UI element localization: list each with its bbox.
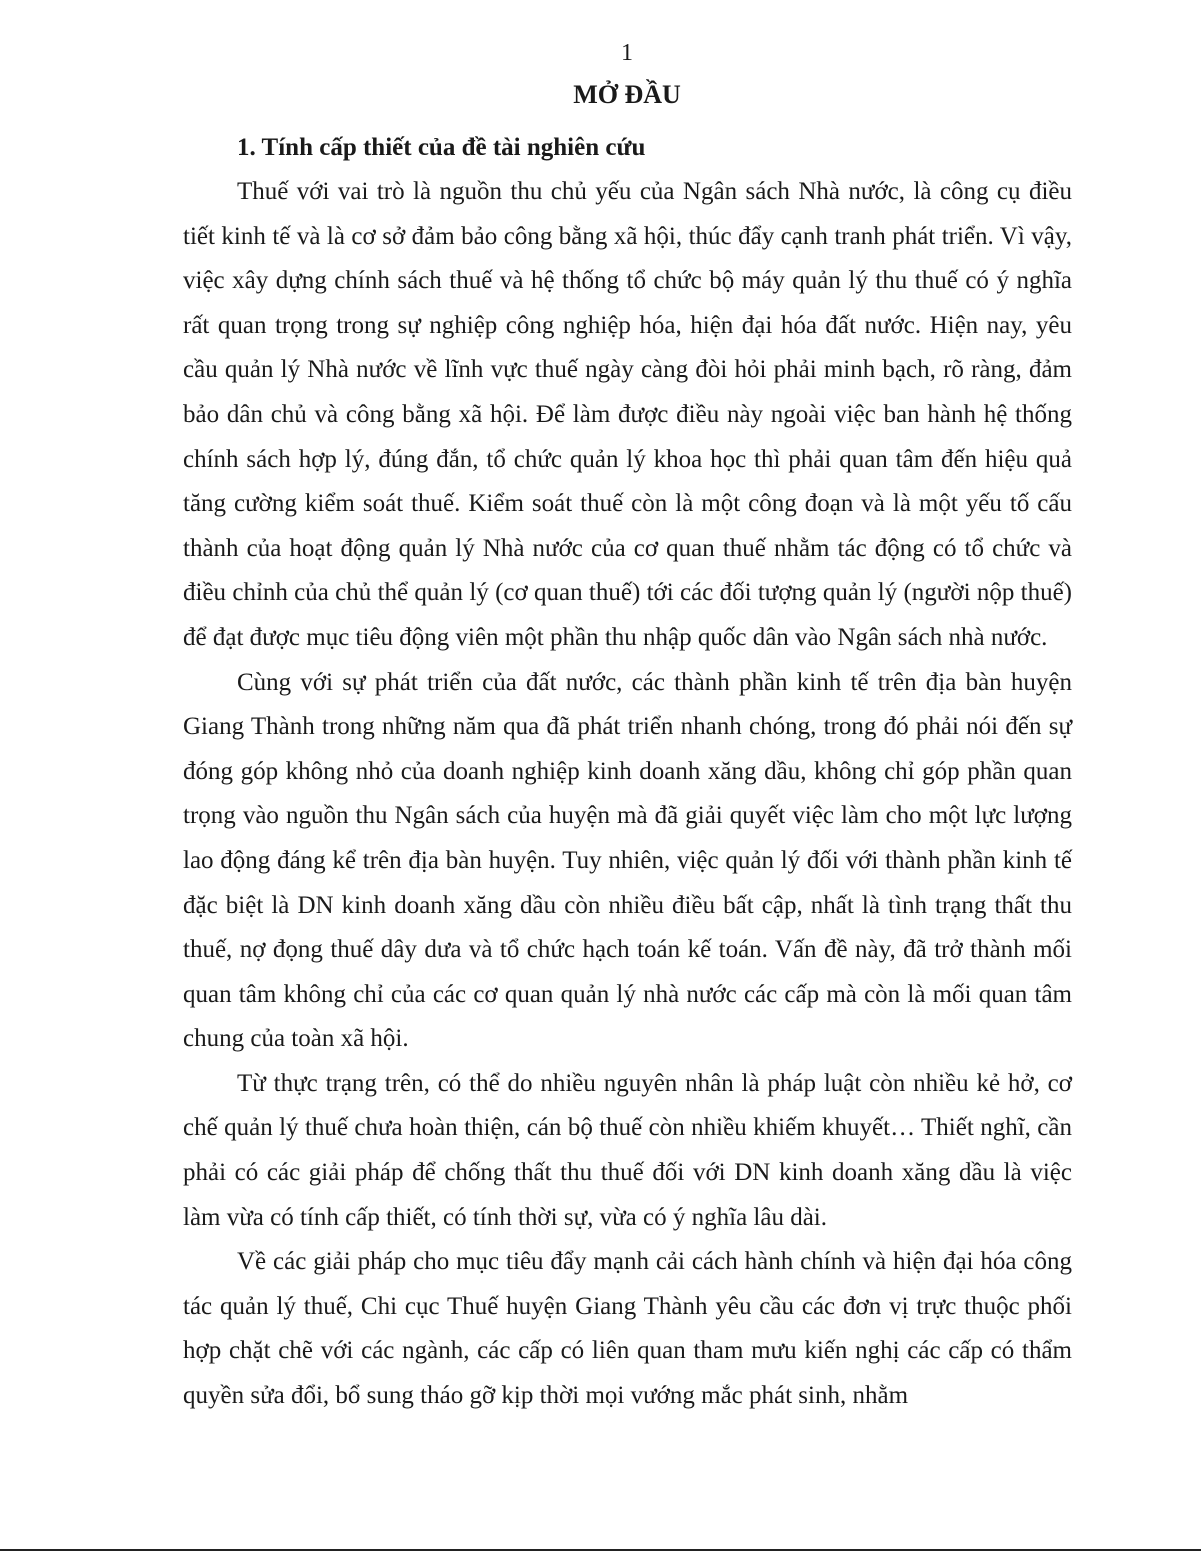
paragraph-4: Về các giải pháp cho mục tiêu đẩy mạnh cải cách hành chính và hiện đại hóa công tác quản lý thuế, Chi cục Thuế huyện Giang Thành yêu cầu các đơn vị trực thuộc phối hợp chặt chẽ với các ngành, các cấp có liên quan tham mưu kiến nghị các cấp có thẩm quyền sửa đổi, bổ sung tháo gỡ kịp thời mọi vướng mắc phát sinh, nhằm xyxy=(183,1248,1072,1410)
paragraph-2: Cùng với sự phát triển của đất nước, các thành phần kinh tế trên địa bàn huyện Giang Thành trong những năm qua đã phát triển nhanh chóng, trong đó phải nói đến sự đóng góp không nhỏ của doanh nghiệp kinh doanh xăng dầu, không chỉ góp phần quan trọng vào nguồn thu Ngân sách của huyện mà đã giải quyết việc làm cho một lực lượng lao động đáng kể trên địa bàn huyện. Tuy nhiên, việc quản lý đối với thành phần kinh tế đặc biệt là DN kinh doanh xăng dầu còn nhiều điều bất cập, nhất là tình trạng thất thu thuế, nợ đọng thuế dây dưa và tổ chức hạch toán kế toán. Vấn đề này, đã trở thành mối quan tâm không chỉ của các cơ quan quản lý nhà nước các cấp mà còn là mối quan tâm chung của toàn xã hội. xyxy=(183,668,1072,1053)
page-title: MỞ ĐẦU xyxy=(573,80,681,109)
paragraph-1: Thuế với vai trò là nguồn thu chủ yếu của Ngân sách Nhà nước, là công cụ điều tiết kinh tế và là cơ sở đảm bảo công bằng xã hội, thúc đẩy cạnh tranh phát triển. Vì vậy, việc xây dựng chính sách thuế và hệ thống tổ chức bộ máy quản lý thu thuế có ý nghĩa rất quan trọng trong sự nghiệp công nghiệp hóa, hiện đại hóa đất nước. Hiện nay, yêu cầu quản lý Nhà nước về lĩnh vực thuế ngày càng đòi hỏi phải minh bạch, rõ ràng, đảm bảo dân chủ và công bằng xã hội. Để làm được điều này ngoài việc ban hành hệ thống chính sách hợp lý, đúng đắn, tổ chức quản lý khoa học thì phải quan tâm đến hiệu quả tăng cường kiểm soát thuế. Kiểm soát thuế còn là một công đoạn và là một yếu tố cấu thành của hoạt động quản lý Nhà nước của cơ quan thuế nhằm tác động có tổ chức và điều chỉnh của chủ thể quản lý (cơ quan thuế) tới các đối tượng quản lý (người nộp thuế) để đạt được mục tiêu động viên một phần thu nhập quốc dân vào Ngân sách nhà nước. xyxy=(183,178,1072,651)
page-number: 1 xyxy=(621,40,633,66)
paragraph-3: Từ thực trạng trên, có thể do nhiều nguyên nhân là pháp luật còn nhiều kẻ hở, cơ chế quản lý thuế chưa hoàn thiện, cán bộ thuế còn nhiều khiếm khuyết… Thiết nghĩ, cần phải có các giải pháp để chống thất thu thuế đối với DN kinh doanh xăng dầu là việc làm vừa có tính cấp thiết, có tính thời sự, vừa có ý nghĩa lâu dài. xyxy=(183,1069,1072,1231)
section-heading: 1. Tính cấp thiết của đề tài nghiên cứu xyxy=(237,134,646,161)
document-body xyxy=(183,126,1072,1419)
page-bottom-divider xyxy=(0,1549,1201,1551)
